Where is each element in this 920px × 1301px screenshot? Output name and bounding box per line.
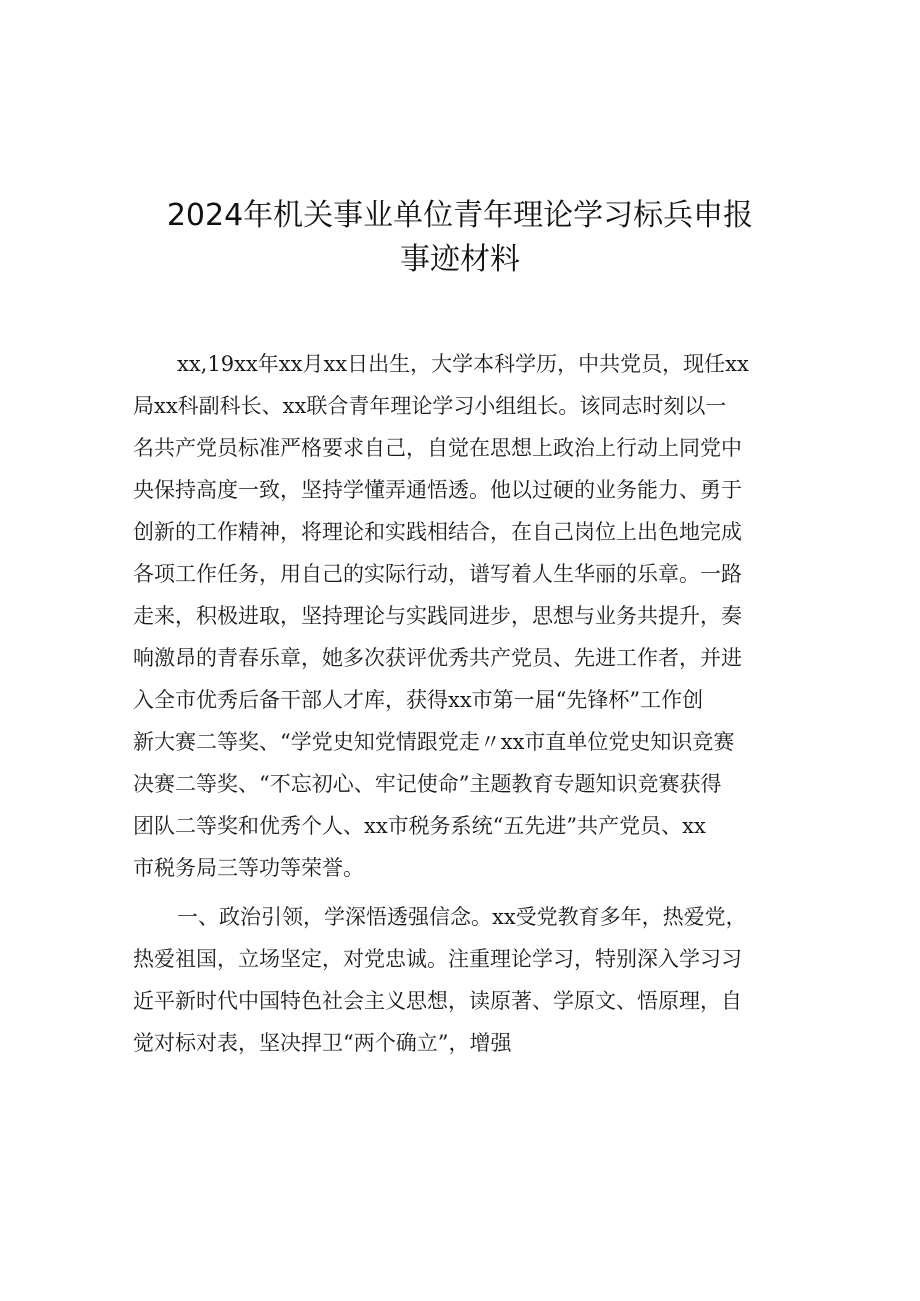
document-title-line-1: 2024年机关事业单位青年理论学习标兵申报 [166,198,754,233]
paragraph-line: 央保持高度一致，坚持学懂弄通悟透。他以过硬的业务能力、勇于 [133,478,742,502]
paragraph-line: 走来，积极进取，坚持理论与实践同进步，思想与业务共提升，奏 [133,604,742,628]
paragraph-line: 热爱祖国，立场坚定，对党忠诚。注重理论学习，特别深入学习习 [133,947,742,971]
document-title-line-2: 事迹材料 [400,242,520,277]
paragraph-line: 创新的工作精神，将理论和实践相结合，在自己岗位上出色地完成 [133,520,742,544]
paragraph-line: 近平新时代中国特色社会主义思想，读原著、学原文、悟原理，自 [133,989,742,1013]
paragraph-line: 团队二等奖和优秀个人、xx市税务系统“五先进”共产党员、xx [133,814,706,838]
paragraph-line: 局xx科副科长、xx联合青年理论学习小组组长。该同志时刻以一 [133,394,727,418]
paragraph-line: 觉对标对表，坚决捍卫“两个确立”，增强 [133,1031,512,1055]
paragraph-line: 一、政治引领，学深悟透强信念。xx受党教育多年，热爱党， [177,905,747,929]
paragraph-line: 名共产党员标准严格要求自己，自觉在思想上政治上行动上同党中 [133,436,742,460]
paragraph-line: 市税务局三等功等荣誉。 [133,856,364,880]
paragraph-line: xx,19xx年xx月xx日出生，大学本科学历，中共党员，现任xx [177,352,749,376]
paragraph-line: 入全市优秀后备干部人才库，获得xx市第一届“先锋杯”工作创 [133,688,704,712]
paragraph-line: 决赛二等奖、“不忘初心、牢记使命”主题教育专题知识竞赛获得 [133,772,722,796]
paragraph-line: 各项工作任务，用自己的实际行动，谱写着人生华丽的乐章。一路 [133,562,742,586]
paragraph-line: 新大赛二等奖、“学党史知党情跟党走〃xx市直单位党史知识竞赛 [133,730,735,754]
paragraph-line: 响激昂的青春乐章，她多次获评优秀共产党员、先进工作者，并进 [133,646,742,670]
